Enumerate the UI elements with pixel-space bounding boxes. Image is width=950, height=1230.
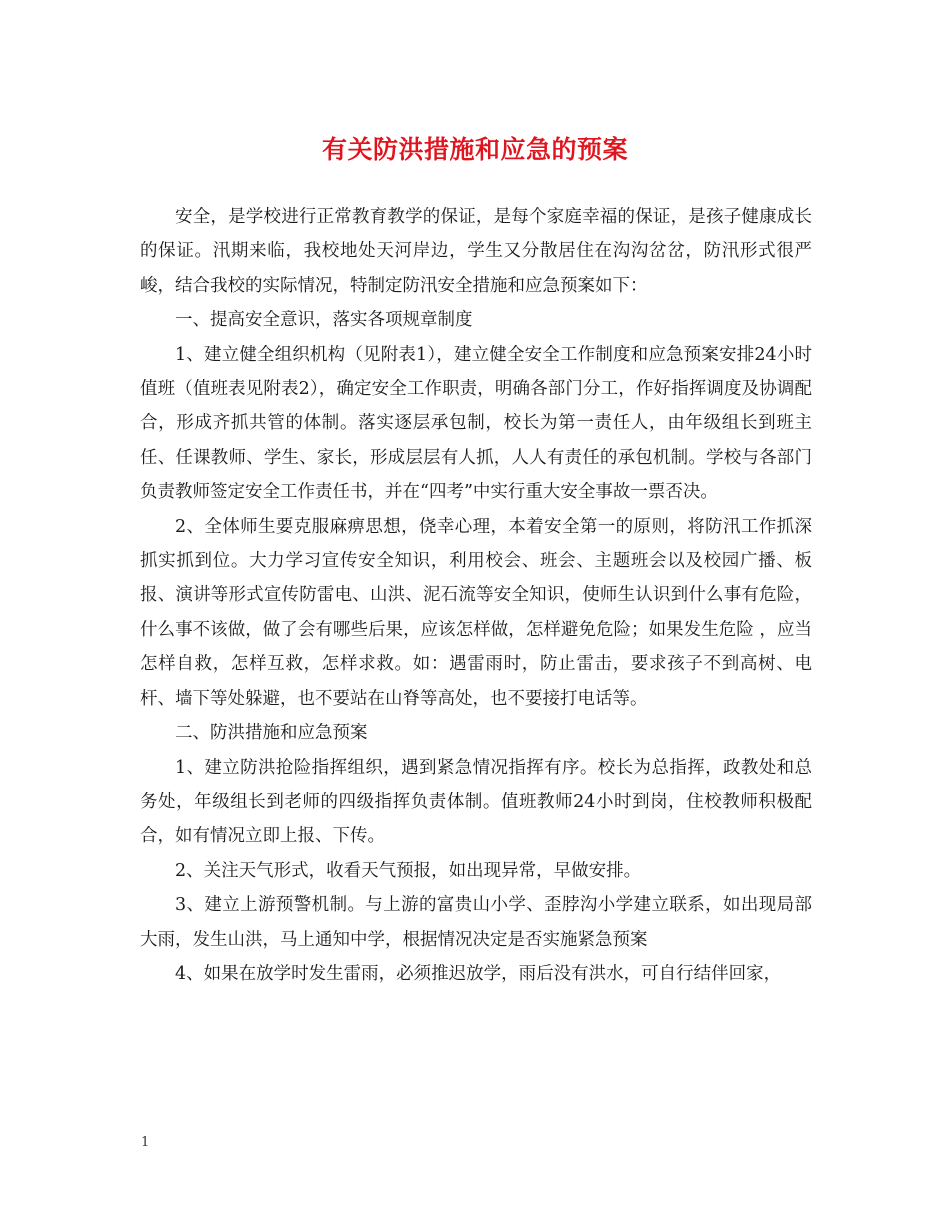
section-heading-2: 二、防洪措施和应急预案: [175, 723, 368, 744]
paragraph-1-1: 1、建立健全组织机构（见附表1），建立健全安全工作制度和应急预案安排24小时值班（值班表见附表2），确定安全工作职责，明确各部门分工，作好指挥调度及协调配合，形成齐抓共管的体制。落实逐层承包制，校长为第一责任人，由年级组长到班主任、任课教师、学生、家长，形成层层有人抓，人人有责任的承包机制。学校与各部门负责教师签定安全工作责任书，并在“四考”中实行重大安全事故一票否决。: [140, 344, 812, 503]
paragraph-2-2: 2、关注天气形式，收看天气预报，如出现异常，早做安排。: [175, 860, 642, 881]
document-body: [140, 200, 812, 991]
paragraph-1-2: 2、全体师生要克服麻痹思想，侥幸心理，本着安全第一的原则，将防汛工作抓深抓实抓到位。大力学习宣传安全知识，利用校会、班会、主题班会以及校园广播、板报、演讲等形式宣传防雷电、山洪、泥石流等安全知识，使师生认识到什么事有危险，什么事不该做，做了会有哪些后果，应该怎样做，怎样避免危险；如果发生危险 ，应当怎样自救，怎样互救，怎样求救。如：遇雷雨时，防止雷击，要求孩子不到高树、电杆、墙下等处躲避，也不要站在山脊等高处，也不要接打电话等。: [140, 516, 812, 709]
document-title: 有关防洪措施和应急的预案: [321, 135, 628, 164]
paragraph-intro: 安全，是学校进行正常教育教学的保证，是每个家庭幸福的保证，是孩子健康成长的保证。汛期来临，我校地处天河岸边，学生又分散居住在沟沟岔岔，防汛形式很严峻，结合我校的实际情况，特制定防汛安全措施和应急预案如下：: [140, 207, 812, 296]
paragraph-2-1: 1、建立防洪抢险指挥组织，遇到紧急情况指挥有序。校长为总指挥，政教处和总务处，年级组长到老师的四级指挥负责体制。值班教师24小时到岗，住校教师积极配合，如有情况立即上报、下传。: [140, 757, 812, 847]
paragraph-2-3: 3、建立上游预警机制。与上游的富贵山小学、歪脖沟小学建立联系，如出现局部大雨，发生山洪，马上通知中学，根据情况决定是否实施紧急预案: [140, 895, 812, 950]
section-heading-1: 一、提高安全意识，落实各项规章制度: [175, 310, 473, 331]
paragraph-2-4: 4、如果在放学时发生雷雨，必须推迟放学，雨后没有洪水，可自行结伴回家，: [175, 963, 782, 984]
page-number: 1: [141, 1135, 150, 1150]
